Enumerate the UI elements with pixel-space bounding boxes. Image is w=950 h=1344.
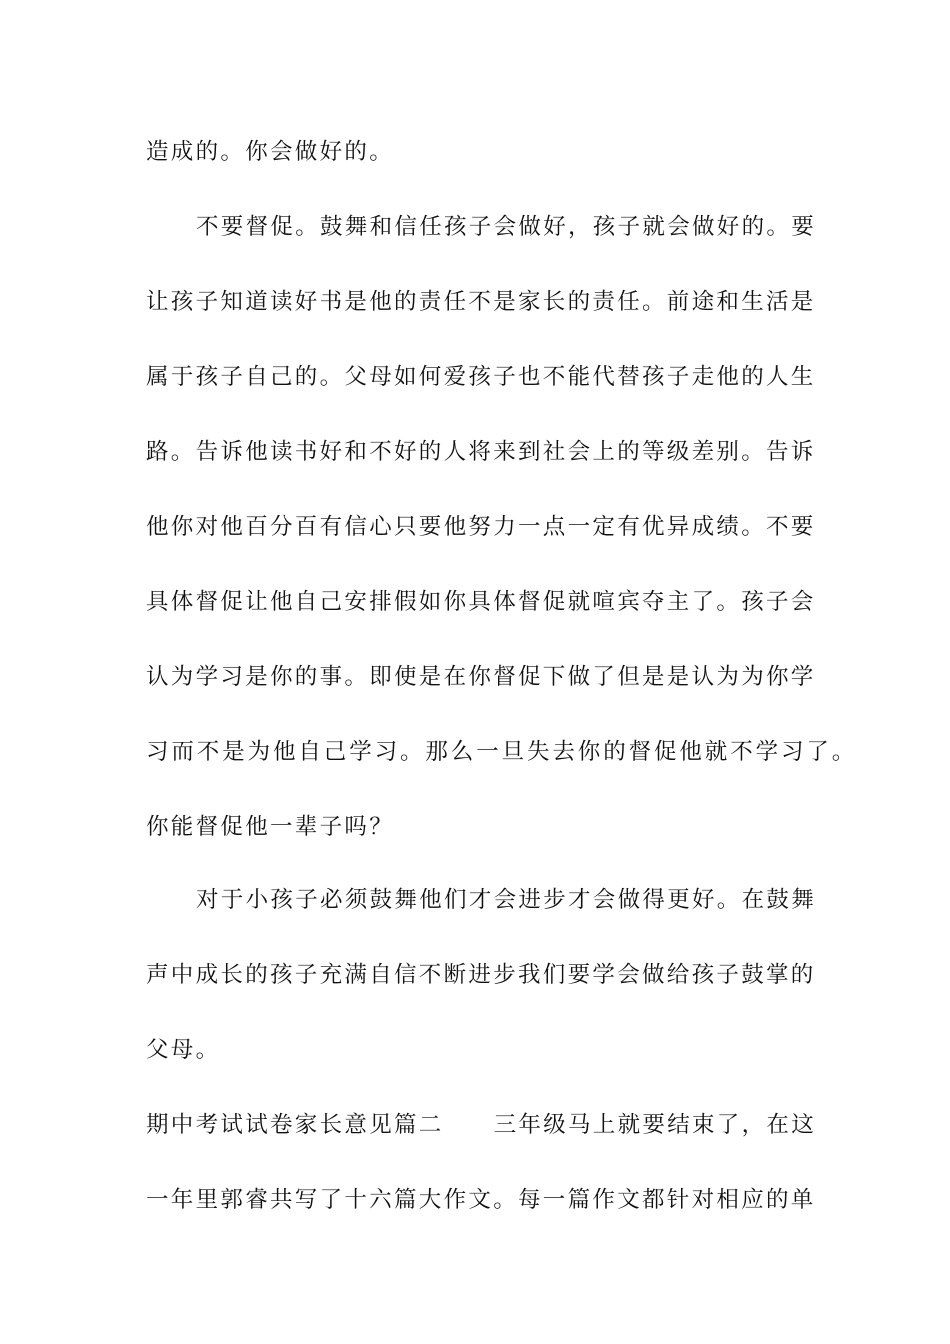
text-line: 路。告诉他读书好和不好的人将来到社会上的等级差别。告诉 xyxy=(146,439,816,465)
text-line: 让孩子知道读好书是他的责任不是家长的责任。前途和生活是 xyxy=(146,289,816,315)
text-line: 认为学习是你的事。即使是在你督促下做了但是是认为为你学 xyxy=(146,664,816,690)
section-text: 三年级马上就要结束了，在这 xyxy=(493,1112,817,1138)
text-line: 属于孩子自己的。父母如何爱孩子也不能代替孩子走他的人生 xyxy=(146,364,816,390)
paragraph-start-line: 不要督促。鼓舞和信任孩子会做好，孩子就会做好的。要 xyxy=(196,214,817,240)
section-heading-line xyxy=(146,1110,826,1140)
text-line: 你能督促他一辈子吗？ xyxy=(146,814,395,840)
paragraph-start-line: 对于小孩子必须鼓舞他们才会进步才会做得更好。在鼓舞 xyxy=(196,887,817,913)
text-line: 声中成长的孩子充满自信不断进步我们要学会做给孩子鼓掌的 xyxy=(146,962,816,988)
text-line: 父母。 xyxy=(146,1037,221,1063)
text-line: 具体督促让他自己安排假如你具体督促就喧宾夺主了。孩子会 xyxy=(146,589,816,615)
text-line: 造成的。你会做好的。 xyxy=(146,139,395,165)
section-heading: 期中考试试卷家长意见篇二 xyxy=(146,1112,444,1138)
text-line: 他你对他百分百有信心只要他努力一点一定有优异成绩。不要 xyxy=(146,514,816,540)
text-line: 一年里郭睿共写了十六篇大作文。每一篇作文都针对相应的单 xyxy=(146,1187,816,1213)
text-line: 习而不是为他自己学习。那么一旦失去你的督促他就不学习了。 xyxy=(146,739,858,765)
